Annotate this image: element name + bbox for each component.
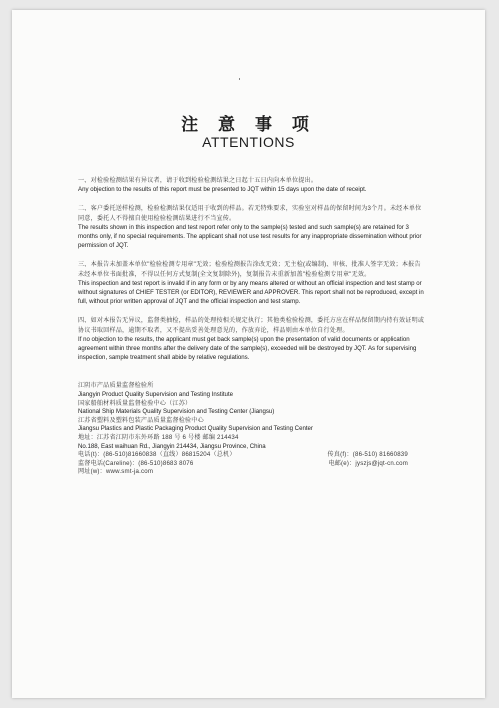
attention-text-cn: 一、对检验检测结果有异议者，请于收到检验检测结果之日起十五日内向本单位提出。 — [78, 177, 318, 184]
scan-speck — [239, 78, 240, 80]
attention-text-en: The results shown in this inspection and test report refer only to the sample(s) tested and such sample(s) are retained for 3 months only, if no special requirements. The applicant shall not use test results for any inappropriate dissemination without prior permission of JQT. — [78, 223, 422, 250]
attention-item-4 — [78, 316, 426, 362]
org-name-en-2: National Ship Materials Quality Supervision and Testing Center (Jiangsu) — [78, 408, 275, 416]
attention-text-cn: 三、本报告未加盖本单位"检验检测专用章"无效；检验检测报告涂改无效；无主检(或编制)、审核、批准人签字无效；本报告未经本单位书面批准，不得以任何方式复制(全文复制除外)，复制报告未重新加盖"检验检测专用章"无效。 — [78, 261, 421, 278]
attention-text-cn: 二、客户委托送样检测，检验检测结果仅适用于收到的样品。若无特殊要求，实验室对样品的保留时间为3个月。未经本单位同意，委托人不得擅自使用检验检测结果进行不当宣传。 — [78, 205, 422, 222]
attention-text-en: If no objection to the results, the applicant must get back sample(s) upon the presentation of valid documents or application agreement within three months after the delivery date of the sample(s), exceeded will be destroyed by JQT. As for supervising inspection, sample treatment shall abide by relative regulations. — [78, 335, 417, 362]
address-en: No.188, East waihuan Rd., Jiangyin 214434, Jiangsu Province, China — [78, 442, 266, 450]
attention-text-cn: 四、如对本报告无异议，监督类抽检，样品的处理按相关规定执行；其他类检验检测，委托方应在样品保留期内持有效证明或协议书取回样品，逾期不取者，又不提出妥善处理意见的，作放弃论，样品则由本单位自行处理。 — [78, 317, 425, 334]
fax: 传真(f)：(86-510) 81660839 — [327, 451, 408, 459]
attention-item-3 — [78, 260, 426, 306]
attention-item-1 — [78, 176, 426, 194]
page-title-chinese: 注 意 事 项 — [181, 115, 316, 135]
attention-text-en: Any objection to the results of this report must be presented to JQT within 15 days upon the date of receipt. — [78, 186, 367, 194]
org-name-en-3: Jiangsu Plastics and Plastic Packaging Product Quality Supervision and Testing Center — [78, 425, 313, 433]
contact-row-1 — [78, 451, 408, 460]
attention-item-2 — [78, 204, 426, 250]
org-name-cn-2: 国家船舶材料质量监督检验中心（江苏） — [78, 399, 192, 407]
org-name-en-1: Jiangyin Product Quality Supervision and Testing Institute — [78, 391, 234, 399]
careline: 监督电话(Careline)：(86-510)8683 8076 — [78, 459, 194, 467]
phone: 电话(t)：(86-510)81660838（直线）86815204（总机） — [78, 451, 236, 459]
address-cn: 地址：江苏省江阴市东外环路 188 号 6 号楼 邮编 214434 — [78, 434, 239, 442]
website: 网址(w)：www.smt-ja.com — [78, 468, 154, 476]
org-name-cn-1: 江阴市产品质量监督检验所 — [78, 382, 154, 390]
attention-text-en: This inspection and test report is invalid if in any form or by any means altered or without an official inspection and test stamp or without signatures of CHIEF TESTER (or EDITOR), REVIEWER and APPROVER. This report shall not be reproduced, except in full, without prior written approval of JQT and the official inspection and test stamp. — [78, 279, 424, 306]
page-title: ATTENTIONS — [202, 134, 295, 150]
organization-info — [78, 382, 426, 477]
attentions-body — [78, 176, 426, 477]
document-page — [12, 10, 485, 698]
email: 电邮(e)：jyszjs@jqt-cn.com — [328, 459, 408, 467]
org-name-cn-3: 江苏省塑料及塑料包装产品质量监督检验中心 — [78, 416, 204, 424]
